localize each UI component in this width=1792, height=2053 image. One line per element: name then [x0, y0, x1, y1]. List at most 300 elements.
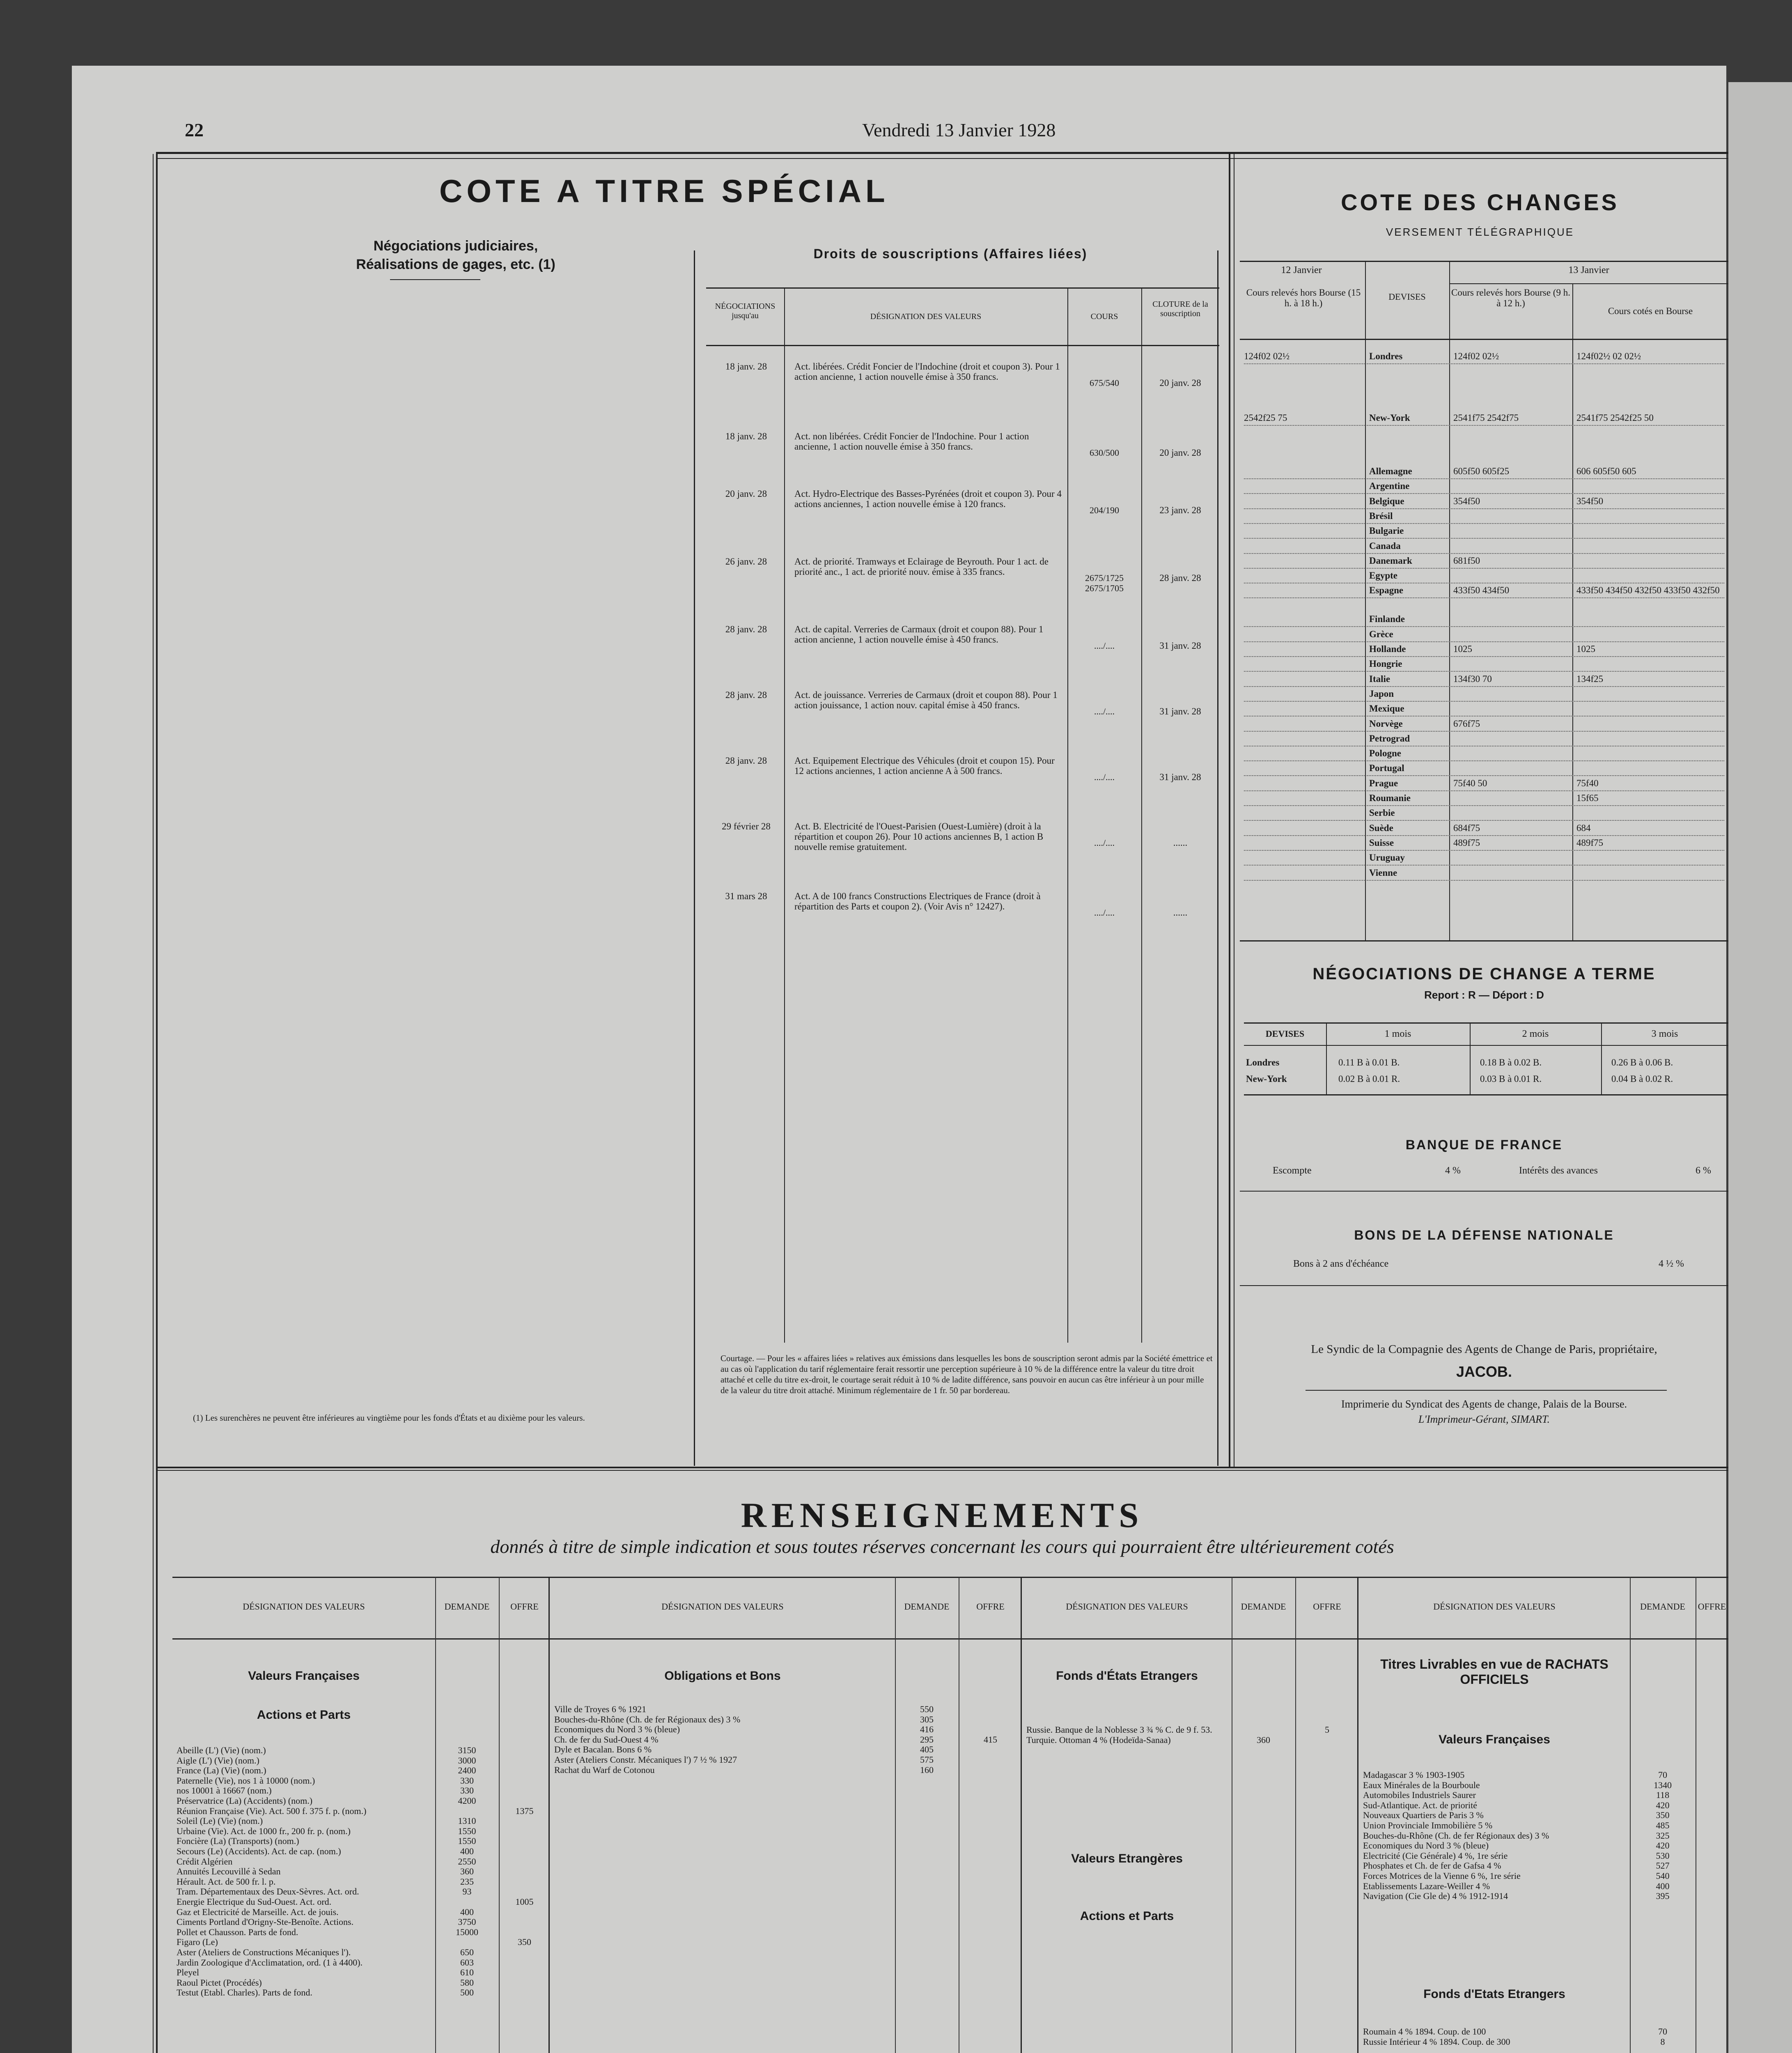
changes-row-cote: 1025: [1576, 644, 1595, 654]
changes-row-devise: Bulgarie: [1369, 526, 1404, 536]
changes-row-devise: Danemark: [1369, 555, 1412, 566]
rens-row-demande: 118: [1656, 1790, 1670, 1800]
changes-row-prev: 2542f25 75: [1244, 413, 1287, 423]
rens-row-name: Russie Intérieur 4 % 1894. Coup. de 300: [1363, 2036, 1510, 2047]
terme-row-2mois: 0.18 B à 0.02 B.: [1480, 1057, 1542, 1068]
banque-title: BANQUE DE FRANCE: [1405, 1137, 1563, 1152]
rens-row-name: Ch. de fer du Sud-Ouest 4 %: [554, 1734, 659, 1745]
page-number: 22: [185, 119, 204, 140]
changes-row-devise: Finlande: [1369, 614, 1405, 625]
droits-row-cloture: ......: [1173, 907, 1188, 918]
changes-row-hors: 75f40 50: [1453, 778, 1487, 788]
droits-row-date: 28 janv. 28: [725, 690, 767, 700]
rens-row-demande: 400: [460, 1906, 474, 1917]
rens-row-name: Electricité (Cie Générale) 4 %, 1re série: [1363, 1850, 1508, 1861]
banque-interets-value: 6 %: [1696, 1165, 1711, 1176]
rens-row-name: Phosphates et Ch. de fer de Gafsa 4 %: [1363, 1860, 1501, 1871]
rens-row-name: Testut (Etabl. Charles). Parts de fond.: [177, 1987, 312, 1998]
changes-row-cote: 354f50: [1576, 496, 1604, 506]
rens-row-name: Russie. Banque de la Noblesse 3 ¾ % C. de 9 f. 53.: [1026, 1725, 1212, 1735]
rens-heading: Valeurs Etrangères: [1071, 1852, 1183, 1865]
rens-row-name: Urbaine (Vie). Act. de 1000 fr., 200 fr. p. (nom.): [177, 1826, 351, 1836]
rens-row-demande: 1340: [1654, 1780, 1672, 1790]
terme-col-rule-1: [1326, 1022, 1327, 1094]
rens-col-rule: [499, 1577, 500, 2053]
changes-row-rule: [1244, 865, 1724, 866]
rens-row-demande: 500: [460, 1987, 474, 1998]
rens-row-name: Hérault. Act. de 500 fr. l. p.: [177, 1876, 276, 1887]
changes-row-rule: [1244, 493, 1724, 494]
changes-row-rule: [1244, 425, 1724, 426]
rens-row-name: nos 10001 à 16667 (nom.): [177, 1785, 272, 1796]
rens-row-demande: 485: [1656, 1820, 1670, 1830]
changes-row-devise: Roumanie: [1369, 793, 1411, 803]
droits-right-rule: [1217, 250, 1218, 1466]
cote-speciale-title: COTE A TITRE SPÉCIAL: [439, 173, 889, 209]
droits-title: Droits de souscriptions (Affaires liées): [813, 246, 1088, 261]
rens-row-name: Gaz et Electricité de Marseille. Act. de jouis.: [177, 1906, 339, 1917]
changes-row-devise: Portugal: [1369, 763, 1404, 774]
rens-row-name: Pollet et Chausson. Parts de fond.: [177, 1927, 298, 1937]
changes-row-hors: 2541f75 2542f75: [1453, 413, 1519, 423]
banque-interets-label: Intérêts des avances: [1519, 1165, 1598, 1176]
rens-col-rule: [548, 1577, 550, 2053]
terme-row-devise: Londres: [1246, 1057, 1280, 1068]
changes-row-devise: Suède: [1369, 822, 1393, 833]
rens-row-name: Automobiles Industriels Saurer: [1363, 1790, 1476, 1800]
droits-row-cours: 204/190: [1089, 505, 1120, 515]
changes-row-hors: 676f75: [1453, 718, 1480, 729]
droits-row-cloture: 20 janv. 28: [1159, 448, 1201, 458]
rens-row-demande: 1310: [458, 1816, 476, 1826]
changes-row-devise: Italie: [1369, 673, 1390, 684]
changes-col-rule-1: [1365, 261, 1366, 940]
droits-row-cours: ..../....: [1094, 641, 1115, 651]
droits-col-designation: DÉSIGNATION DES VALEURS: [870, 312, 982, 321]
rens-row-demande: 527: [1656, 1860, 1670, 1871]
rens-row-name: Ville de Troyes 6 % 1921: [554, 1704, 647, 1714]
changes-row-cote: 134f25: [1576, 673, 1604, 684]
terme-bottom-rule: [1244, 1094, 1728, 1095]
rens-row-name: Rachat du Warf de Cotonou: [554, 1764, 655, 1775]
droits-row-designation: Act. libérées. Crédit Foncier de l'Indochine (droit et coupon 3). Pour 1 action ancienne, 1 action nouvelle émise à 350 francs.: [794, 361, 1060, 382]
rens-row-demande: 15000: [456, 1927, 478, 1937]
rens-row-demande: 235: [460, 1876, 474, 1887]
droits-row-cours: ..../....: [1094, 772, 1115, 782]
rens-row-demande: 610: [460, 1967, 474, 1978]
changes-col-rule-3: [1572, 283, 1573, 940]
syndic-line3: L'Imprimeur-Gérant, SIMART.: [1418, 1413, 1550, 1425]
changes-h-releves-12: Cours relevés hors Bourse (15 h. à 18 h.): [1246, 287, 1361, 308]
rens-row-demande: 1550: [458, 1836, 476, 1846]
bons-line: Bons à 2 ans d'échéance: [1293, 1258, 1389, 1269]
terme-subtitle: Report : R — Déport : D: [1424, 989, 1544, 1001]
top-rule: [156, 152, 1728, 154]
terme-row-1mois: 0.02 B à 0.01 R.: [1338, 1074, 1400, 1084]
changes-row-rule: [1244, 850, 1724, 851]
changes-row-hors: 684f75: [1453, 822, 1480, 833]
rens-row-demande: 2400: [458, 1765, 476, 1776]
rens-row-demande: 3750: [458, 1917, 476, 1927]
negociations-column-rule: [694, 250, 695, 1466]
changes-row-cote: 489f75: [1576, 837, 1604, 848]
rens-col-designation-header: DÉSIGNATION DES VALEURS: [661, 1601, 784, 1612]
droits-row-cours: 2675/1725 2675/1705: [1085, 573, 1124, 593]
terme-row-devise: New-York: [1246, 1074, 1287, 1084]
changes-row-hors: 124f02 02½: [1453, 351, 1499, 361]
rens-row-demande: 4200: [458, 1796, 476, 1806]
rens-row-demande: 400: [1656, 1881, 1670, 1891]
rens-row-demande: 160: [920, 1764, 934, 1775]
changes-row-rule: [1244, 805, 1724, 806]
droits-header-bottom-rule: [706, 345, 1219, 346]
droits-row-date: 28 janv. 28: [725, 624, 767, 634]
rens-row-name: Nouveaux Quartiers de Paris 3 %: [1363, 1810, 1484, 1821]
droits-col-rule-1: [784, 287, 785, 1343]
changes-h-devises: DEVISES: [1388, 292, 1426, 302]
changes-row-rule: [1244, 626, 1724, 627]
renseignements-title: RENSEIGNEMENTS: [741, 1495, 1144, 1535]
rens-row-name: Préservatrice (La) (Accidents) (nom.): [177, 1796, 313, 1806]
rens-col-designation-header: DÉSIGNATION DES VALEURS: [243, 1601, 365, 1612]
rens-col-rule: [1357, 1577, 1358, 2053]
rens-col-offre-header: OFFRE: [510, 1601, 539, 1612]
rens-row-name: Bouches-du-Rhône (Ch. de fer Régionaux des) 3 %: [1363, 1830, 1549, 1841]
rens-row-name: Paternelle (Vie), nos 1 à 10000 (nom.): [177, 1775, 315, 1786]
top-rule-thin: [156, 158, 1728, 159]
rens-row-name: Energie Electrique du Sud-Ouest. Act. ord.: [177, 1897, 332, 1907]
rens-row-demande: 420: [1656, 1800, 1670, 1810]
changes-row-rule: [1244, 835, 1724, 836]
droits-row-designation: Act. Hydro-Electrique des Basses-Pyrénées (droit et coupon 3). Pour 4 actions anciennes, 1 action nouvelle émise à 120 francs.: [794, 489, 1062, 509]
terme-row-3mois: 0.26 B à 0.06 B.: [1611, 1057, 1673, 1068]
changes-h-cotes: Cours cotés en Bourse: [1608, 306, 1693, 316]
rens-row-demande: 400: [460, 1846, 474, 1856]
changes-row-cote: 15f65: [1576, 793, 1599, 803]
changes-row-devise: Mexique: [1369, 703, 1404, 714]
rens-row-demande: 540: [1656, 1871, 1670, 1881]
rens-col-demande-header: DEMANDE: [1241, 1601, 1286, 1612]
changes-row-devise: Argentine: [1369, 481, 1410, 491]
rens-row-demande: 70: [1658, 1770, 1667, 1780]
terme-row-3mois: 0.04 B à 0.02 R.: [1611, 1074, 1673, 1084]
rens-row-name: Jardin Zoologique d'Acclimatation, ord. (1 à 4400).: [177, 1957, 363, 1968]
renseignements-subtitle: donnés à titre de simple indication et sous toutes réserves concernant les cours qui pourraient être ultérieurement cotés: [490, 1536, 1394, 1557]
changes-row-rule: [1244, 363, 1724, 364]
rens-row-name: Etablissements Lazare-Weiller 4 %: [1363, 1881, 1490, 1891]
droits-row-cloture: 28 janv. 28: [1159, 573, 1201, 583]
changes-row-devise: New-York: [1369, 413, 1410, 423]
changes-header-bottom: [1240, 339, 1728, 340]
rens-row-name: Eaux Minérales de la Bourboule: [1363, 1780, 1480, 1790]
rens-row-name: Forces Motrices de la Vienne 6 %, 1re série: [1363, 1871, 1521, 1881]
rens-row-name: Raoul Pictet (Procédés): [177, 1977, 262, 1988]
changes-col-12: 12 Janvier: [1281, 265, 1322, 276]
changes-row-rule: [1244, 820, 1724, 821]
changes-row-rule: [1244, 478, 1724, 479]
droits-row-cours: ..../....: [1094, 838, 1115, 848]
droits-row-cloture: 23 janv. 28: [1159, 505, 1201, 515]
changes-row-devise: Vienne: [1369, 867, 1397, 878]
syndic-line2: Imprimerie du Syndicat des Agents de change, Palais de la Bourse.: [1341, 1398, 1627, 1410]
changes-row-devise: Allemagne: [1369, 466, 1412, 476]
rens-col-offre-header: OFFRE: [1313, 1601, 1341, 1612]
rens-row-demande: 530: [1656, 1850, 1670, 1861]
left-rule: [156, 154, 158, 2053]
rens-row-name: Roumain 4 % 1894. Coup. de 100: [1363, 2026, 1486, 2037]
changes-row-devise: Norvège: [1369, 718, 1403, 729]
changes-row-devise: Canada: [1369, 540, 1401, 551]
droits-row-date: 18 janv. 28: [725, 431, 767, 441]
changes-row-rule: [1244, 790, 1724, 791]
rens-row-demande: 395: [1656, 1891, 1670, 1901]
changes-row-rule: [1244, 686, 1724, 687]
changes-row-rule: [1244, 553, 1724, 554]
rens-row-name: Sud-Atlantique. Act. de priorité: [1363, 1800, 1477, 1810]
rens-row-name: France (La) (Vie) (nom.): [177, 1765, 266, 1776]
changes-row-rule: [1244, 701, 1724, 702]
rens-row-demande: 330: [460, 1775, 474, 1786]
rens-col-designation-header: DÉSIGNATION DES VALEURS: [1433, 1601, 1556, 1612]
rens-row-offre: 350: [518, 1937, 531, 1947]
rens-row-name: Figaro (Le): [177, 1937, 218, 1947]
droits-row-designation: Act. B. Electricité de l'Ouest-Parisien (Ouest-Lumière) (droit à la répartition et coupon 26). Pour 10 actions anciennes B, 1 action B nouvelle remise gratuitement.: [794, 821, 1044, 852]
droits-col-rule-2: [1067, 287, 1068, 1343]
changes-row-devise: Uruguay: [1369, 852, 1405, 863]
rens-row-name: Réunion Française (Vie). Act. 500 f. 375 f. p. (nom.): [177, 1805, 367, 1816]
section-divider-thin: [156, 1470, 1728, 1471]
rens-row-name: Abeille (L') (Vie) (nom.): [177, 1745, 266, 1755]
droits-row-date: 26 janv. 28: [725, 556, 767, 567]
bons-title: BONS DE LA DÉFENSE NATIONALE: [1354, 1228, 1614, 1242]
rens-row-demande: 580: [460, 1977, 474, 1988]
changes-row-hors: 354f50: [1453, 496, 1480, 506]
droits-row-cloture: 20 janv. 28: [1159, 378, 1201, 388]
rens-row-demande: 650: [460, 1947, 474, 1957]
changes-row-cote: 2541f75 2542f25 50: [1576, 413, 1654, 423]
negociations-title-1: Négociations judiciaires,: [373, 238, 538, 254]
rens-row-offre: 1375: [515, 1805, 534, 1816]
syndic-line1: Le Syndic de la Compagnie des Agents de Change de Paris, propriétaire,: [1311, 1343, 1657, 1356]
rens-row-demande: 2550: [458, 1856, 476, 1867]
rens-row-demande: 416: [920, 1724, 934, 1735]
rens-heading: Titres Livrables en vue de RACHATS OFFICIELS: [1380, 1657, 1608, 1687]
rens-row-demande: 1550: [458, 1826, 476, 1836]
rens-row-demande: 550: [920, 1704, 934, 1714]
changes-h-releves-13: Cours relevés hors Bourse (9 h. à 12 h.): [1451, 287, 1571, 308]
terme-title: NÉGOCIATIONS DE CHANGE A TERME: [1312, 965, 1656, 983]
bons-bottom-rule: [1240, 1285, 1728, 1286]
rens-row-name: Foncière (La) (Transports) (nom.): [177, 1836, 299, 1846]
banque-bottom-rule: [1240, 1191, 1728, 1192]
rens-col-offre-header: OFFRE: [1698, 1601, 1726, 1612]
rens-row-demande: 575: [920, 1754, 934, 1765]
rens-row-name: Soleil (Le) (Vie) (nom.): [177, 1816, 263, 1826]
rens-row-name: Madagascar 3 % 1903-1905: [1363, 1770, 1465, 1780]
rens-row-name: Navigation (Cie Gle de) 4 % 1912-1914: [1363, 1891, 1508, 1901]
rens-row-name: Tram. Départementaux des Deux-Sèvres. Act. ord.: [177, 1886, 359, 1897]
droits-row-cours: 675/540: [1089, 378, 1120, 388]
changes-row-rule: [1244, 671, 1724, 672]
rens-row-name: Aster (Ateliers de Constructions Mécaniques l').: [177, 1947, 351, 1957]
rens-row-name: Union Provinciale Immobilière 5 %: [1363, 1820, 1493, 1830]
droits-courtage: Courtage. — Pour les « affaires liées » relatives aux émissions dans lesquelles les bons de souscription seront admis par la Société émettrice et au cas où l'application du tarif réglementaire ferait ressortir une perception supérieure à 10 % de la différence entre la valeur du titre droit attaché et celle du titre ex-droit, le courtage serait réduit à 10 % de ladite différence, sans pouvoir en aucun cas être inférieur à un pour mille de la valeur du titre droit attaché. Minimum réglementaire de 1 fr. 50 par bordereau.: [720, 1353, 1213, 1395]
changes-row-devise: Londres: [1369, 351, 1403, 361]
rens-heading: Fonds d'Etats Etrangers: [1423, 1987, 1565, 2001]
droits-row-date: 28 janv. 28: [725, 756, 767, 766]
rens-col-rule: [895, 1577, 896, 2053]
changes-row-hors: 489f75: [1453, 837, 1480, 848]
rens-row-demande: 93: [462, 1886, 472, 1897]
rens-row-demande: 360: [460, 1866, 474, 1877]
rens-row-demande: 305: [920, 1714, 934, 1725]
rens-header-top: [172, 1577, 1728, 1578]
droits-row-cloture: 31 janv. 28: [1159, 706, 1201, 716]
changes-row-hors: 681f50: [1453, 555, 1480, 566]
droits-row-cours: ..../....: [1094, 907, 1115, 918]
droits-row-cloture: 31 janv. 28: [1159, 772, 1201, 782]
changes-row-devise: Espagne: [1369, 585, 1404, 596]
rens-heading: Valeurs Françaises: [248, 1669, 360, 1683]
changes-row-cote: 433f50 434f50 432f50 433f50 432f50: [1576, 585, 1720, 596]
terme-row-1mois: 0.11 B à 0.01 B.: [1338, 1057, 1400, 1068]
changes-row-hors: 433f50 434f50: [1453, 585, 1510, 596]
changes-13-underline: [1449, 283, 1728, 284]
changes-row-cote: 684: [1576, 822, 1591, 833]
left-rule-thin: [153, 154, 154, 2053]
rens-row-offre: 5: [1325, 1725, 1329, 1735]
changes-row-prev: 124f02 02½: [1244, 351, 1290, 361]
rens-row-demande: 70: [1658, 2026, 1667, 2037]
droits-row-designation: Act. de jouissance. Verreries de Carmaux (droit et coupon 88). Pour 1 action jouissance, 1 action nouv. capital émise à 450 francs.: [794, 690, 1058, 710]
rens-col-rule: [1021, 1577, 1022, 2053]
rens-row-name: Economiques du Nord 3 % (bleue): [554, 1724, 680, 1735]
droits-row-designation: Act. de capital. Verreries de Carmaux (droit et coupon 88). Pour 1 action ancienne, 1 action nouvelle émise à 450 francs.: [794, 624, 1044, 645]
droits-col-cours: COURS: [1090, 312, 1118, 321]
changes-col-rule-2: [1449, 261, 1450, 940]
droits-col-date: NÉGOCIATIONS jusqu'au: [715, 302, 776, 320]
changes-row-devise: Egypte: [1369, 570, 1397, 581]
rens-row-offre: 1005: [515, 1897, 534, 1907]
droits-row-date: 20 janv. 28: [725, 489, 767, 499]
rens-row-demande: 420: [1656, 1840, 1670, 1851]
droits-row-designation: Act. de priorité. Tramways et Eclairage de Beyrouth. Pour 1 act. de priorité anc., 1 act. de priorité nouv. émise à 335 francs.: [794, 556, 1049, 577]
changes-row-devise: Grèce: [1369, 629, 1393, 639]
rens-row-offre: 415: [984, 1734, 997, 1745]
changes-col-13: 13 Janvier: [1568, 265, 1609, 276]
droits-row-designation: Act. non libérées. Crédit Foncier de l'Indochine. Pour 1 action ancienne, 1 action nouvelle émise à 350 francs.: [794, 431, 1029, 452]
droits-row-cloture: ......: [1173, 838, 1188, 848]
changes-row-rule: [1244, 880, 1724, 881]
terme-header-rule: [1244, 1045, 1728, 1046]
droits-row-date: 29 février 28: [722, 821, 771, 831]
droits-row-cours: ..../....: [1094, 706, 1115, 716]
changes-row-devise: Pologne: [1369, 748, 1401, 759]
rens-col-demande-header: DEMANDE: [1640, 1601, 1685, 1612]
droits-row-cours: 630/500: [1089, 448, 1120, 458]
terme-col-2mois: 2 mois: [1522, 1029, 1549, 1039]
changes-row-rule: [1244, 775, 1724, 776]
rens-heading: Valeurs Françaises: [1439, 1733, 1550, 1746]
changes-table-bottom: [1240, 940, 1728, 942]
droits-row-date: 18 janv. 28: [725, 361, 767, 372]
rens-col-demande-header: DEMANDE: [904, 1601, 950, 1612]
rens-row-demande: 3150: [458, 1745, 476, 1755]
rens-row-name: Secours (Le) (Accidents). Act. de cap. (nom.): [177, 1846, 341, 1856]
changes-row-devise: Serbie: [1369, 808, 1395, 818]
rens-col-rule: [435, 1577, 436, 2053]
bons-value: 4 ½ %: [1659, 1258, 1684, 1269]
banque-escompte-label: Escompte: [1273, 1165, 1312, 1176]
rens-row-name: Pleyel: [177, 1967, 199, 1978]
adjacent-page-edge: [1728, 82, 1792, 2053]
rens-row-name: Annuités Lecouvillé à Sedan: [177, 1866, 281, 1877]
rens-heading: Fonds d'États Etrangers: [1056, 1669, 1198, 1683]
changes-left-rule: [1229, 154, 1230, 1468]
rens-col-rule: [1630, 1577, 1631, 2053]
page-date: Vendredi 13 Janvier 1928: [862, 119, 1056, 140]
rens-col-demande-header: DEMANDE: [444, 1601, 490, 1612]
changes-row-rule: [1244, 641, 1724, 642]
terme-col-rule-2: [1470, 1022, 1471, 1094]
changes-row-rule: [1244, 538, 1724, 539]
changes-row-rule: [1244, 597, 1724, 598]
syndic-name: JACOB.: [1456, 1363, 1512, 1380]
droits-row-date: 31 mars 28: [725, 891, 767, 901]
rens-row-name: Turquie. Ottoman 4 % (Hodeïda-Sanaa): [1026, 1734, 1171, 1745]
changes-row-rule: [1244, 568, 1724, 569]
droits-col-cloture: CLOTURE de la souscription: [1152, 300, 1208, 318]
changes-row-hors: 134f30 70: [1453, 673, 1492, 684]
changes-row-rule: [1244, 760, 1724, 761]
rens-row-name: Crédit Algérien: [177, 1856, 233, 1867]
changes-row-devise: Belgique: [1369, 496, 1404, 506]
rens-col-designation-header: DÉSIGNATION DES VALEURS: [1066, 1601, 1188, 1612]
rens-row-name: Dyle et Bacalan. Bons 6 %: [554, 1744, 652, 1755]
droits-row-designation: Act. Equipement Electrique des Véhicules (droit et coupon 15). Pour 12 actions anciennes, 1 action ancienne A à 500 francs.: [794, 756, 1055, 776]
rens-row-demande: 325: [1656, 1830, 1670, 1841]
terme-col-devises: DEVISES: [1265, 1029, 1305, 1039]
droits-row-cloture: 31 janv. 28: [1159, 641, 1201, 651]
rens-header-bottom: [172, 1638, 1728, 1640]
rens-heading: Actions et Parts: [257, 1708, 351, 1722]
rens-row-demande: 603: [460, 1957, 474, 1968]
rens-row-name: Bouches-du-Rhône (Ch. de fer Régionaux des) 3 %: [554, 1714, 741, 1725]
changes-title: COTE DES CHANGES: [1341, 189, 1619, 215]
rens-row-demande: 8: [1660, 2036, 1665, 2047]
changes-row-hors: 605f50 605f25: [1453, 466, 1510, 476]
terme-top-rule: [1244, 1022, 1728, 1024]
terme-col-3mois: 3 mois: [1651, 1029, 1678, 1039]
rens-row-demande: 405: [920, 1744, 934, 1755]
terme-col-1mois: 1 mois: [1384, 1029, 1411, 1039]
changes-row-devise: Japon: [1369, 688, 1394, 699]
droits-col-rule-3: [1141, 287, 1142, 1343]
droits-header-top-rule: [706, 287, 1219, 289]
rens-row-name: Economiques du Nord 3 % (bleue): [1363, 1840, 1489, 1851]
banque-escompte-value: 4 %: [1445, 1165, 1461, 1176]
rens-col-offre-header: OFFRE: [976, 1601, 1005, 1612]
changes-row-devise: Hollande: [1369, 644, 1406, 654]
syndic-rule: [1306, 1390, 1667, 1391]
changes-header-top: [1240, 261, 1728, 262]
changes-row-rule: [1244, 508, 1724, 509]
rens-heading: Obligations et Bons: [664, 1669, 781, 1683]
rens-row-name: Aster (Ateliers Constr. Mécaniques l') 7 ½ % 1927: [554, 1754, 737, 1765]
rens-row-demande: 350: [1656, 1810, 1670, 1821]
changes-row-hors: 1025: [1453, 644, 1472, 654]
changes-row-rule: [1244, 523, 1724, 524]
